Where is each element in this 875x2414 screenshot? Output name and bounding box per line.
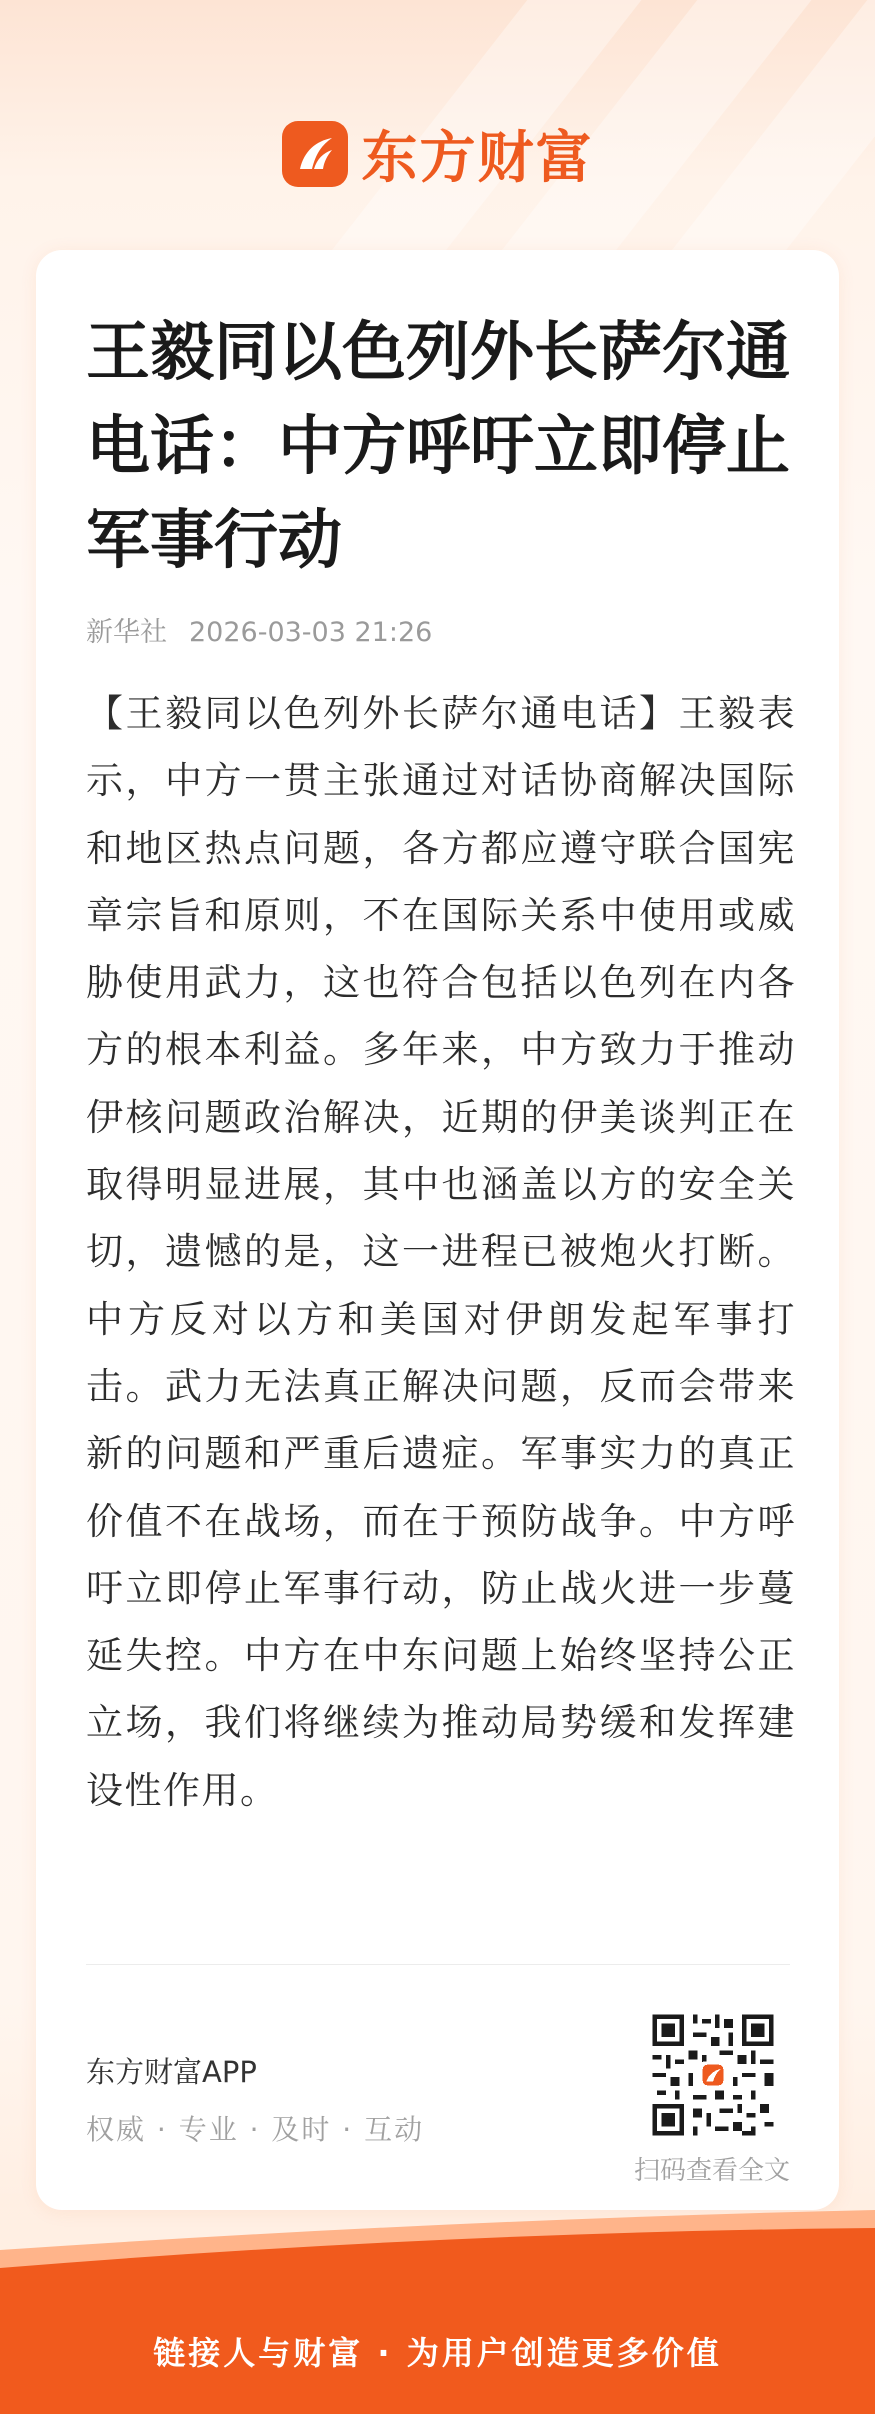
article-body: 【王毅同以色列外长萨尔通电话】王毅表示，中方一贯主张通过对话协商解决国际和地区热点问题，各方都应遵守联合国宪章宗旨和原则，不在国际关系中使用或威胁使用武力，这也符合包括以色列在内各方的根本利益。多年来，中方致力于推动伊核问题政治解决，近期的伊美谈判正在取得明显进展，其中也涵盖以方的安全关切，遗憾的是，这一进程已被炮火打断。中方反对以方和美国对伊朗发起军事打击。武力无法真正解决问题，反而会带来新的问题和严重后遗症。军事实力的真正价值不在战场，而在于预防战争。中方呼吁立即停止军事行动，防止战火进一步蔓延失控。中方在中东问题上始终坚持公正立场，我们将继续为推动局势缓和发挥建设性作用。 <box>86 692 796 1812</box>
brand-name: 东方财富 <box>361 126 594 191</box>
article-card <box>36 250 839 2210</box>
article-source: 新华社 <box>86 617 167 648</box>
divider <box>86 1964 790 1965</box>
article-datetime: 2026-03-03 21:26 <box>189 617 433 648</box>
footer-tagline: 链接人与财富 · 为用户创造更多价值 <box>153 2334 722 2372</box>
qr-code-icon[interactable] <box>648 2010 778 2140</box>
eastmoney-logo-icon <box>282 121 348 187</box>
app-slogan: 权威 · 专业 · 及时 · 互动 <box>86 2113 425 2146</box>
article-meta <box>86 610 432 649</box>
article-title: 王毅同以色列外长萨尔通电话：中方呼吁立即停止军事行动 <box>86 315 790 578</box>
qr-caption: 扫码查看全文 <box>634 2156 791 2186</box>
footer-banner <box>0 2210 875 2414</box>
brand-logo <box>0 118 875 190</box>
app-name: 东方财富APP <box>86 2055 257 2089</box>
